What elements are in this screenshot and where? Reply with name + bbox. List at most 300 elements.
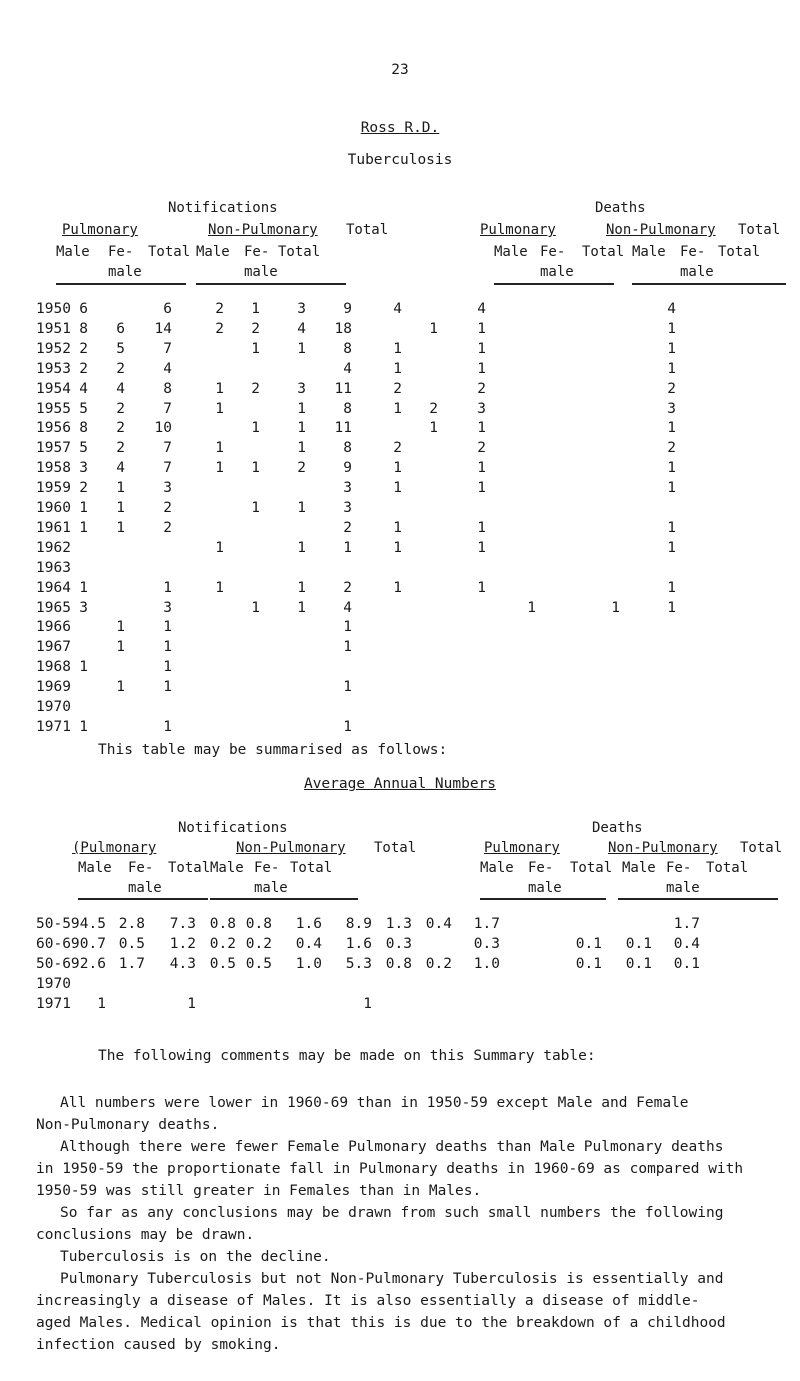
- table-cell: 5: [79, 440, 88, 457]
- table-cell: 1: [163, 718, 172, 735]
- table-cell: 3: [343, 500, 352, 516]
- table-cell: 1: [297, 440, 306, 457]
- table-row: [0, 976, 800, 998]
- table-cell: 8.9: [345, 916, 372, 932]
- table-cell: 1.6: [345, 936, 372, 952]
- table-cell: 1: [393, 400, 402, 417]
- year-cell: 1971: [36, 718, 71, 735]
- table-cell: 2: [79, 340, 88, 357]
- male-label: Male: [622, 860, 656, 876]
- comments-text: [36, 1092, 776, 1356]
- subtotal-label: Total: [570, 860, 613, 876]
- female-label: Fe-: [128, 860, 154, 876]
- table-row: [0, 480, 800, 502]
- table-cell: 6: [116, 320, 125, 337]
- year-cell: 1953: [36, 360, 71, 377]
- table-cell: 10: [154, 420, 172, 437]
- table-cell: 1: [343, 718, 352, 735]
- header-rule: [78, 898, 208, 900]
- year-cell: 1970: [36, 699, 71, 715]
- table-cell: 1: [477, 320, 486, 337]
- table-cell: 1: [667, 579, 676, 596]
- table-cell: 1: [116, 679, 125, 696]
- table-cell: 1: [393, 360, 402, 377]
- summary-intro: This table may be summarised as follows:: [98, 742, 448, 758]
- header-rule: [494, 283, 614, 285]
- paragraph-line: Tuberculosis is on the decline.: [60, 1249, 331, 1265]
- table-cell: 1: [297, 579, 306, 596]
- subtotal-label: Total: [168, 860, 211, 876]
- table-cell: 0.3: [473, 936, 500, 952]
- table-cell: 1: [667, 539, 676, 556]
- table-cell: 1: [667, 519, 676, 536]
- table-cell: 0.4: [295, 936, 322, 952]
- table-row: [0, 440, 800, 462]
- table-cell: 2: [393, 380, 402, 397]
- table-cell: 3: [79, 599, 88, 616]
- year-cell: 1958: [36, 460, 71, 477]
- year-cell: 1962: [36, 539, 71, 556]
- table-cell: 1: [477, 480, 486, 497]
- average-heading: Average Annual Numbers: [303, 776, 497, 792]
- table-row: [0, 916, 800, 938]
- table-cell: 1: [215, 380, 224, 397]
- year-cell: 1968: [36, 659, 71, 676]
- table-cell: 1: [215, 579, 224, 596]
- female-label: Fe-: [680, 244, 706, 260]
- header-rule: [618, 898, 778, 900]
- table-row: [0, 520, 800, 542]
- table-cell: 1: [215, 400, 224, 417]
- table-cell: 1.3: [385, 916, 412, 932]
- female-label: Fe-: [254, 860, 280, 876]
- table-cell: 1: [297, 539, 306, 556]
- table-cell: 4.5: [79, 916, 106, 932]
- table-cell: 0.2: [209, 936, 236, 952]
- table-cell: 1: [527, 599, 536, 616]
- table-cell: 1: [163, 679, 172, 696]
- table-cell: 1: [79, 718, 88, 735]
- paragraph-line: aged Males. Medical opinion is that this is due to the breakdown of a childhood: [36, 1315, 726, 1331]
- table-cell: 1: [251, 599, 260, 616]
- table-cell: 4: [116, 460, 125, 477]
- table-cell: 1.0: [473, 956, 500, 972]
- table-cell: 1: [297, 400, 306, 417]
- male-label: Male: [632, 244, 666, 260]
- table-cell: 1: [79, 519, 88, 536]
- table-cell: 0.1: [575, 936, 602, 952]
- table-cell: 1.2: [169, 936, 196, 952]
- table-cell: 1: [215, 460, 224, 477]
- table-cell: 1.0: [295, 956, 322, 972]
- table-cell: 2: [116, 440, 125, 457]
- table-cell: 5: [79, 400, 88, 417]
- table-cell: 1: [667, 460, 676, 477]
- table-cell: 0.1: [673, 956, 700, 972]
- table-cell: 8: [343, 440, 352, 457]
- table-cell: 18: [334, 320, 352, 337]
- table-cell: 7.3: [169, 916, 196, 932]
- table-cell: 1: [393, 460, 402, 477]
- total-label: Total: [374, 840, 417, 856]
- table-cell: 2: [163, 519, 172, 536]
- table-cell: 0.1: [625, 956, 652, 972]
- subtotal-label: Total: [290, 860, 333, 876]
- comments-intro: The following comments may be made on this Summary table:: [98, 1048, 596, 1064]
- header-rule: [632, 283, 786, 285]
- table-row: [0, 321, 800, 343]
- table-cell: 2: [215, 301, 224, 317]
- table-cell: 2: [116, 360, 125, 377]
- table-cell: 2: [393, 440, 402, 457]
- header-rule: [196, 283, 346, 285]
- total-label: Total: [740, 840, 783, 856]
- table-cell: 1.6: [295, 916, 322, 932]
- table-cell: 1: [667, 599, 676, 616]
- year-cell: 1959: [36, 480, 71, 497]
- year-cell: 1957: [36, 440, 71, 457]
- table-cell: 1: [429, 320, 438, 337]
- year-cell: 1952: [36, 340, 71, 357]
- table-cell: 1: [667, 420, 676, 437]
- table-row: [0, 679, 800, 701]
- year-cell: 1954: [36, 380, 71, 397]
- header-rule: [480, 898, 606, 900]
- table-cell: 2: [667, 380, 676, 397]
- table-cell: 9: [343, 460, 352, 477]
- female-label: male: [540, 264, 574, 280]
- table-cell: 3: [163, 599, 172, 616]
- table-cell: 2.8: [118, 916, 145, 932]
- table-cell: 3: [297, 301, 306, 317]
- table-cell: 0.1: [575, 956, 602, 972]
- table-cell: 1: [667, 340, 676, 357]
- table-cell: 1: [611, 599, 620, 616]
- table-row: [0, 719, 800, 741]
- year-cell: 1966: [36, 619, 71, 636]
- table-row: [0, 540, 800, 562]
- table-cell: 2: [251, 380, 260, 397]
- paragraph-line: Although there were fewer Female Pulmonary deaths than Male Pulmonary deaths: [60, 1139, 724, 1155]
- table-cell: 2: [251, 320, 260, 337]
- period-cell: 60-69: [36, 936, 80, 952]
- year-cell: 1955: [36, 400, 71, 417]
- table-cell: 1: [343, 539, 352, 556]
- table-cell: 4: [116, 380, 125, 397]
- table-cell: 1: [477, 360, 486, 377]
- table-cell: 0.5: [209, 956, 236, 972]
- table-cell: 0.8: [385, 956, 412, 972]
- table-row: [0, 420, 800, 442]
- year-cell: 1964: [36, 579, 71, 596]
- table-cell: 1: [79, 579, 88, 596]
- paragraph-line: increasingly a disease of Males. It is also essentially a disease of middle-: [36, 1293, 700, 1309]
- period-cell: 50-69: [36, 956, 80, 972]
- table-cell: 3: [163, 480, 172, 497]
- pulmonary-label: Pulmonary: [62, 222, 138, 238]
- male-label: Male: [480, 860, 514, 876]
- year-cell: 1956: [36, 420, 71, 437]
- table-cell: 2: [297, 460, 306, 477]
- table-cell: 7: [163, 460, 172, 477]
- table-cell: 1: [215, 539, 224, 556]
- table-cell: 4: [343, 360, 352, 377]
- total-label: Total: [346, 222, 389, 238]
- table-cell: 4: [393, 301, 402, 317]
- table-cell: 9: [343, 301, 352, 317]
- table-cell: 2: [79, 360, 88, 377]
- table-cell: 4: [297, 320, 306, 337]
- table-cell: 8: [343, 400, 352, 417]
- male-label: Male: [210, 860, 244, 876]
- table-cell: 1: [297, 500, 306, 516]
- table-cell: 1: [393, 519, 402, 536]
- table-cell: 8: [163, 380, 172, 397]
- female-label: male: [108, 264, 142, 280]
- year-cell: 1967: [36, 639, 71, 656]
- male-label: Male: [78, 860, 112, 876]
- table-cell: 1: [251, 460, 260, 477]
- table-cell: 1: [477, 460, 486, 477]
- table-row: [0, 381, 800, 403]
- table-cell: 1: [393, 539, 402, 556]
- table-cell: 1: [297, 340, 306, 357]
- table-cell: 0.2: [425, 956, 452, 972]
- female-label: Fe-: [666, 860, 692, 876]
- non-pulmonary-label: Non-Pulmonary: [236, 840, 346, 856]
- table-cell: 2: [429, 400, 438, 417]
- table-cell: 3: [667, 400, 676, 417]
- table-cell: 2: [477, 380, 486, 397]
- table-cell: 4: [667, 301, 676, 317]
- table-cell: 2: [116, 420, 125, 437]
- table-cell: 1: [343, 619, 352, 636]
- table-cell: 6: [79, 301, 88, 317]
- table-row: [0, 956, 800, 978]
- table-cell: 11: [334, 380, 352, 397]
- subtotal-label: Total: [718, 244, 761, 260]
- table-cell: 1: [79, 500, 88, 516]
- non-pulmonary-label: Non-Pulmonary: [208, 222, 318, 238]
- table-cell: 0.5: [245, 956, 272, 972]
- table-row: [0, 560, 800, 582]
- paragraph-line: in 1950-59 the proportionate fall in Pulmonary deaths in 1960-69 as compared with: [36, 1161, 744, 1177]
- table-cell: 1: [393, 340, 402, 357]
- paragraph-line: All numbers were lower in 1960-69 than in 1950-59 except Male and Female: [60, 1095, 689, 1111]
- table-cell: 0.3: [385, 936, 412, 952]
- table-row: [0, 361, 800, 383]
- table-cell: 2: [79, 480, 88, 497]
- table-cell: 3: [297, 380, 306, 397]
- year-cell: 1950: [36, 301, 71, 317]
- female-label: Fe-: [540, 244, 566, 260]
- year-cell: 1965: [36, 599, 71, 616]
- table-cell: 1: [163, 579, 172, 596]
- table-cell: 1: [477, 420, 486, 437]
- table-cell: 1.7: [473, 916, 500, 932]
- table-cell: 0.1: [625, 936, 652, 952]
- table-cell: 8: [79, 320, 88, 337]
- page-title: Ross R.D.: [360, 120, 440, 136]
- table-cell: 7: [163, 400, 172, 417]
- table-cell: 1: [477, 579, 486, 596]
- paragraph-line: Pulmonary Tuberculosis but not Non-Pulmonary Tuberculosis is essentially and: [60, 1271, 724, 1287]
- table-cell: 3: [477, 400, 486, 417]
- table-cell: 1: [116, 519, 125, 536]
- table-cell: 1: [187, 996, 196, 1012]
- table-cell: 0.7: [79, 936, 106, 952]
- male-label: Male: [196, 244, 230, 260]
- table-cell: 1: [251, 500, 260, 516]
- table-cell: 2: [163, 500, 172, 516]
- table-cell: 1: [477, 519, 486, 536]
- table-cell: 4: [343, 599, 352, 616]
- year-cell: 1963: [36, 559, 71, 576]
- table-cell: 1: [163, 619, 172, 636]
- table-row: [0, 580, 800, 602]
- table-cell: 5.3: [345, 956, 372, 972]
- table-cell: 1: [116, 500, 125, 516]
- table-cell: 1: [116, 619, 125, 636]
- table-cell: 1: [297, 599, 306, 616]
- table-cell: 7: [163, 440, 172, 457]
- table-row: [0, 699, 800, 721]
- table-cell: 1: [393, 579, 402, 596]
- year-cell: 1969: [36, 679, 71, 696]
- female-label: Fe-: [528, 860, 554, 876]
- paragraph-line: So far as any conclusions may be drawn from such small numbers the following: [60, 1205, 724, 1221]
- table-cell: 4: [79, 380, 88, 397]
- paragraph-line: 1950-59 was still greater in Females than in Males.: [36, 1183, 482, 1199]
- table-cell: 1: [343, 679, 352, 696]
- table-cell: 2: [215, 320, 224, 337]
- table-cell: 6: [163, 301, 172, 317]
- female-label: Fe-: [244, 244, 270, 260]
- table-cell: 1: [667, 480, 676, 497]
- male-label: Male: [494, 244, 528, 260]
- female-label: male: [680, 264, 714, 280]
- table-cell: 2: [116, 400, 125, 417]
- deaths-label: Deaths: [592, 820, 643, 836]
- table-cell: 4.3: [169, 956, 196, 972]
- female-label: male: [128, 880, 162, 896]
- table-cell: 2.6: [79, 956, 106, 972]
- period-cell: 50-59: [36, 916, 80, 932]
- table-cell: 1: [215, 440, 224, 457]
- table-cell: 1: [163, 659, 172, 676]
- table-cell: 8: [79, 420, 88, 437]
- table-row: [0, 996, 800, 1018]
- table-cell: 1: [251, 420, 260, 437]
- page-subtitle: Tuberculosis: [347, 152, 453, 168]
- table-cell: 8: [343, 340, 352, 357]
- female-label: male: [254, 880, 288, 896]
- table-cell: 11: [334, 420, 352, 437]
- table-cell: 0.4: [425, 916, 452, 932]
- table-cell: 1: [429, 420, 438, 437]
- table-cell: 0.4: [673, 936, 700, 952]
- table-cell: 2: [343, 519, 352, 536]
- table-cell: 7: [163, 340, 172, 357]
- table-cell: 2: [343, 579, 352, 596]
- paragraph-line: infection caused by smoking.: [36, 1337, 281, 1353]
- table-cell: 1.7: [673, 916, 700, 932]
- table-cell: 1: [393, 480, 402, 497]
- female-label: male: [528, 880, 562, 896]
- table-row: [0, 301, 800, 323]
- table-cell: 1: [79, 659, 88, 676]
- non-pulmonary-label: Non-Pulmonary: [606, 222, 716, 238]
- female-label: Fe-: [108, 244, 134, 260]
- table-cell: 14: [154, 320, 172, 337]
- year-cell: 1951: [36, 320, 71, 337]
- table-cell: 1: [667, 320, 676, 337]
- table-cell: 0.5: [118, 936, 145, 952]
- table-row: [0, 341, 800, 363]
- subtotal-label: Total: [706, 860, 749, 876]
- paragraph-line: Non-Pulmonary deaths.: [36, 1117, 220, 1133]
- deaths-label: Deaths: [595, 200, 646, 216]
- table-cell: 3: [79, 460, 88, 477]
- table-cell: 2: [477, 440, 486, 457]
- table-cell: 1: [163, 639, 172, 656]
- table-cell: 2: [667, 440, 676, 457]
- notifications-label: Notifications: [168, 200, 278, 216]
- header-rule: [210, 898, 358, 900]
- table-row: [0, 600, 800, 622]
- table-cell: 0.2: [245, 936, 272, 952]
- year-cell: 1960: [36, 500, 71, 516]
- table-cell: 1.7: [118, 956, 145, 972]
- non-pulmonary-label: Non-Pulmonary: [608, 840, 718, 856]
- female-label: male: [244, 264, 278, 280]
- table-cell: 1: [477, 340, 486, 357]
- table-cell: 0.8: [245, 916, 272, 932]
- table-cell: 5: [116, 340, 125, 357]
- table-row: [0, 401, 800, 423]
- table-row: [0, 500, 800, 522]
- table-row: [0, 639, 800, 661]
- header-rule: [56, 283, 186, 285]
- table-cell: 1: [297, 420, 306, 437]
- page-number: 23: [391, 62, 409, 78]
- table-cell: 4: [163, 360, 172, 377]
- table-cell: 1: [116, 480, 125, 497]
- male-label: Male: [56, 244, 90, 260]
- paragraph-line: conclusions may be drawn.: [36, 1227, 255, 1243]
- table-cell: 1: [363, 996, 372, 1012]
- table-cell: 1: [116, 639, 125, 656]
- table-row: [0, 936, 800, 958]
- pulmonary-label: Pulmonary: [480, 222, 556, 238]
- subtotal-label: Total: [278, 244, 321, 260]
- year-cell: 1961: [36, 519, 71, 536]
- female-label: male: [666, 880, 700, 896]
- table-cell: 1: [97, 996, 106, 1012]
- table-cell: 4: [477, 301, 486, 317]
- table-cell: 3: [343, 480, 352, 497]
- notifications-label: Notifications: [178, 820, 288, 836]
- table-cell: 1: [251, 340, 260, 357]
- table-cell: 1: [667, 360, 676, 377]
- total-label: Total: [738, 222, 781, 238]
- table-row: [0, 619, 800, 641]
- period-cell: 1970: [36, 976, 71, 992]
- table-cell: 1: [477, 539, 486, 556]
- subtotal-label: Total: [148, 244, 191, 260]
- pulmonary-label: Pulmonary: [484, 840, 560, 856]
- table-cell: 0.8: [209, 916, 236, 932]
